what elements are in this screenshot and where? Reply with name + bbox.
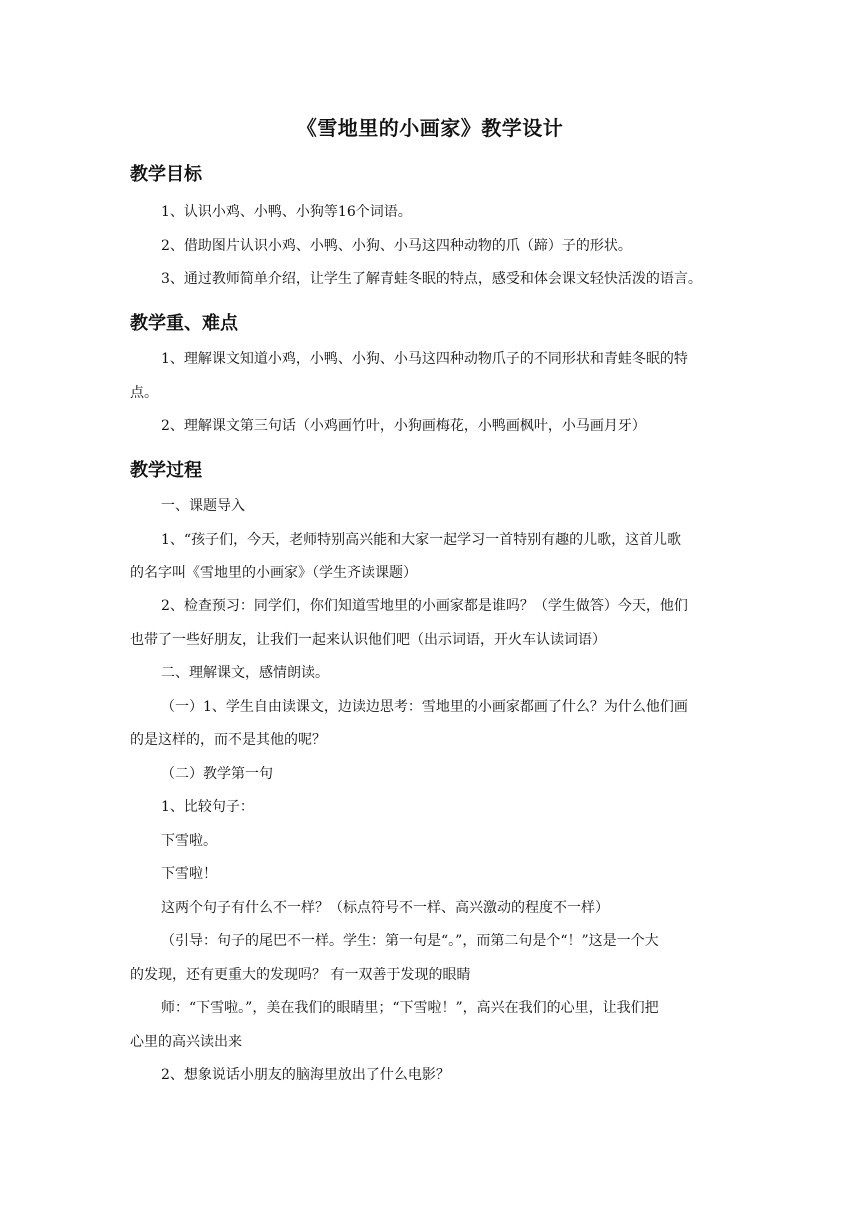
process-paragraph: 的是这样的，而不是其他的呢？ — [130, 732, 326, 748]
process-paragraph: （引导：句子的尾巴不一样。学生：第一句是“。”，而第二句是个“！”这是一个大 — [161, 933, 659, 949]
keypoint-item-1-line-2: 点。 — [130, 385, 158, 401]
goal-item-2: 2、借助图片认识小鸡、小鸭、小狗、小马这四种动物的爪（蹄）子的形状。 — [161, 238, 632, 254]
heading-teaching-goals: 教学目标 — [130, 164, 202, 185]
process-paragraph: （一）1、学生自由读课文，边读边思考：雪地里的小画家都画了什么？为什么他们画 — [161, 699, 688, 715]
process-paragraph: 1、比较句子： — [161, 799, 254, 815]
document-title: 《雪地里的小画家》教学设计 — [296, 116, 564, 140]
process-paragraph: 2、想象说话小朋友的脑海里放出了什么电影？ — [161, 1067, 450, 1083]
process-paragraph: 2、检查预习：同学们，你们知道雪地里的小画家都是谁吗？（学生做答）今天，他们 — [161, 598, 688, 614]
goal-item-3: 3、通过教师简单介绍，让学生了解青蛙冬眠的特点，感受和体会课文轻快活泼的语言。 — [161, 271, 702, 287]
process-paragraph: 也带了一些好朋友，让我们一起来认识他们吧（出示词语，开火车认读词语） — [130, 632, 606, 648]
process-paragraph: 二、理解课文，感情朗读。 — [161, 665, 329, 681]
goal-item-1: 1、认识小鸡、小鸭、小狗等16个词语。 — [161, 204, 412, 220]
keypoint-item-2: 2、理解课文第三句话（小鸡画竹叶，小狗画梅花，小鸭画枫叶，小马画月牙） — [161, 418, 646, 434]
process-paragraph: （二）教学第一句 — [161, 766, 273, 782]
process-paragraph: 这两个句子有什么不一样？（标点符号不一样、高兴激动的程度不一样） — [161, 900, 609, 916]
heading-key-difficult-points: 教学重、难点 — [130, 313, 238, 334]
keypoint-item-1-line-1: 1、理解课文知道小鸡，小鸭、小狗、小马这四种动物爪子的不同形状和青蛙冬眠的特 — [161, 351, 688, 367]
example-sentence: 下雪啦。 — [161, 833, 217, 849]
process-paragraph: 一、课题导入 — [161, 498, 245, 514]
process-paragraph: 心里的高兴读出来 — [130, 1034, 242, 1050]
heading-teaching-process: 教学过程 — [130, 460, 202, 481]
process-paragraph: 1、“孩子们，今天，老师特别高兴能和大家一起学习一首特别有趣的儿歌，这首儿歌 — [161, 532, 682, 548]
process-paragraph: 师：“下雪啦。”，美在我们的眼睛里；“下雪啦！”，高兴在我们的心里，让我们把 — [161, 1000, 659, 1016]
example-sentence: 下雪啦！ — [161, 866, 217, 882]
process-paragraph: 的名字叫《雪地里的小画家》（学生齐读课题） — [130, 565, 417, 581]
process-paragraph: 的发现，还有更重大的发现吗？ 有一双善于发现的眼睛 — [130, 967, 471, 983]
